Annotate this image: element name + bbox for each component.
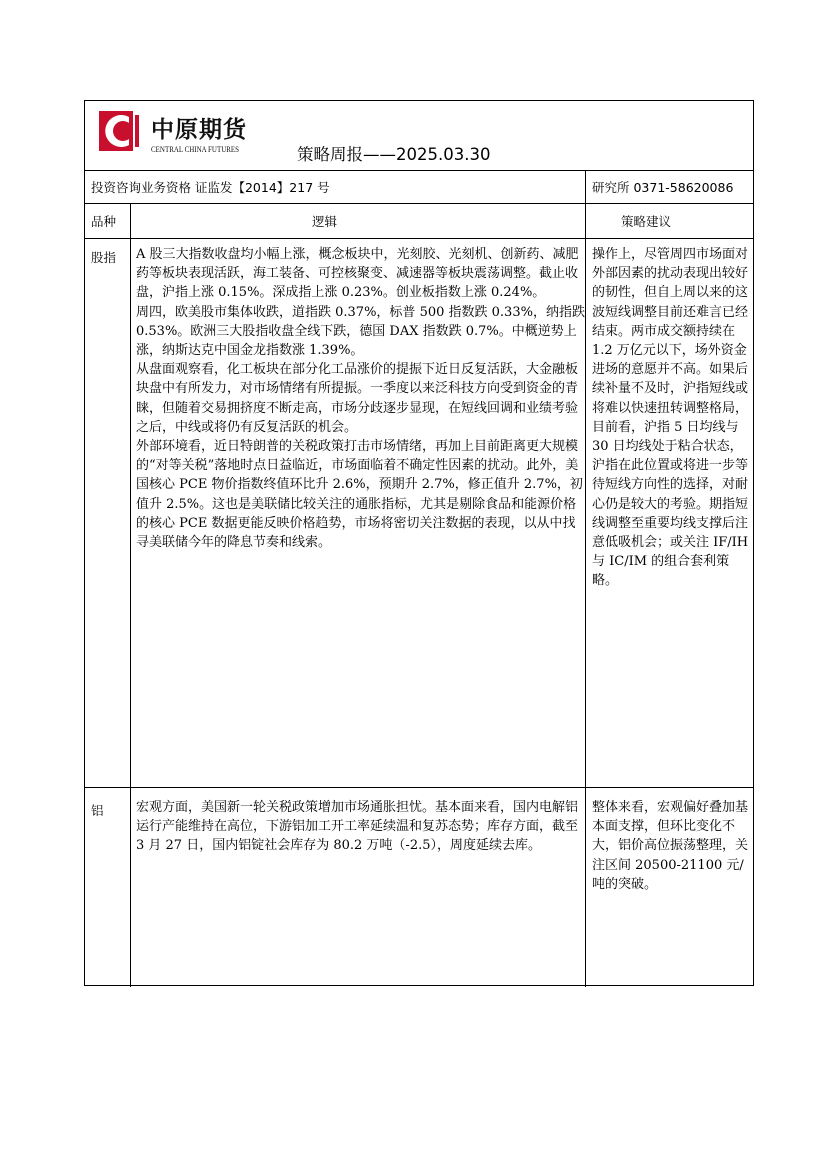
logic-paragraph: 从盘面观察看，化工板块在部分化工品涨价的提振下近日反复活跃，大金融板块盘中有所发力，对市场情绪有所提振。一季度以来泛科技方向受到资金的青睐，但随着交易拥挤度不断走高，市场分歧逐步显现，在短线回调和业绩考验之后，中线或将仍有反复活跃的机会。 [136, 362, 579, 435]
company-logo [99, 109, 259, 155]
advice-cell [592, 798, 750, 894]
report-title: 策略周报——2025.03.30 [297, 145, 491, 164]
logic-paragraph: 周四，欧美股市集体收跌，道指跌 0.37%，标普 500 指数跌 0.33%，纳指跌 0.53%。欧洲三大股指收盘全线下跌，德国 DAX 指数跌 0.7%。中概逆势上涨，纳斯达克中国金龙指数涨 1.39%。 [136, 304, 585, 359]
advice-text: 整体来看，宏观偏好叠加基本面支撑，但环比变化不大，铝价高位振荡整理，关注区间 20500-21100 元/吨的突破。 [592, 800, 749, 892]
divider [85, 203, 753, 204]
column-header-logic: 逻辑 [312, 214, 338, 229]
logic-cell [136, 245, 586, 552]
logic-paragraph: A 股三大指数收盘均小幅上涨，概念板块中，光刻胶、光刻机、创新药、减肥药等板块表现活跃，海工装备、可控核聚变、减速器等板块震荡调整。截止收盘，沪指上涨 0.15%。深成指上涨 0.23%。创业板指数上涨 0.24%。 [136, 247, 579, 301]
advice-cell [592, 245, 750, 591]
report-table [84, 100, 754, 986]
divider [585, 170, 586, 203]
logo-icon [99, 109, 145, 153]
logic-paragraph: 外部环境看，近日特朗普的关税政策打击市场情绪，再加上目前距离更大规模的“对等关税”落地时点日益临近，市场面临着不确定性因素的扰动。此外，美国核心 PCE 物价指数终值环比升 2.6%，预期升 2.7%，修正值升 2.7%，初值升 2.5%。这也是美联储比较关注的通胀指标，尤其是剔除食品和能源价格的核心 PCE 数据更能反映价格趋势，市场将密切关注数据的表现，以从中找寻美联储今年的降息节奏和线索。 [136, 439, 583, 551]
advice-text: 操作上，尽管周四市场面对外部因素的扰动表现出较好的韧性，但自上周以来的这波短线调整目前还难言已经结束。两市成交额持续在 1.2 万亿元以下，场外资金进场的意愿并不高。如果后续补量不及时，沪指短线或将难以快速扭转调整格局，目前看，沪指 5 日均线与 30 日均线处于粘合状态，沪指在此位置或将进一步等待短线方向性的选择，对耐心仍是较大的考验。期指短线调整至重要均线支撑后注意低吸机会；或关注 IF/IH 与 IC/IM 的组合套利策略。 [592, 247, 749, 589]
logo-text-cn: 中原期货 [151, 117, 247, 143]
logo-text-en: CENTRAL CHINA FUTURES [151, 144, 240, 154]
divider [130, 203, 131, 987]
category-label: 铝 [91, 803, 104, 818]
column-header-advice: 策略建议 [621, 214, 672, 229]
logic-cell [136, 798, 586, 856]
category-label: 股指 [91, 250, 117, 265]
contact-phone: 研究所 0371-58620086 [592, 180, 734, 195]
qualification-text: 投资咨询业务资格 证监发【2014】217 号 [91, 180, 330, 195]
divider [85, 238, 753, 239]
divider [85, 170, 753, 171]
column-header-category: 品种 [91, 214, 117, 229]
logic-paragraph: 宏观方面，美国新一轮关税政策增加市场通胀担忧。基本面来看，国内电解铝运行产能维持在高位，下游铝加工开工率延续温和复苏态势；库存方面，截至 3 月 27 日，国内铝锭社会库存为 80.2 万吨（-2.5），周度延续去库。 [136, 800, 579, 854]
divider [85, 787, 753, 788]
